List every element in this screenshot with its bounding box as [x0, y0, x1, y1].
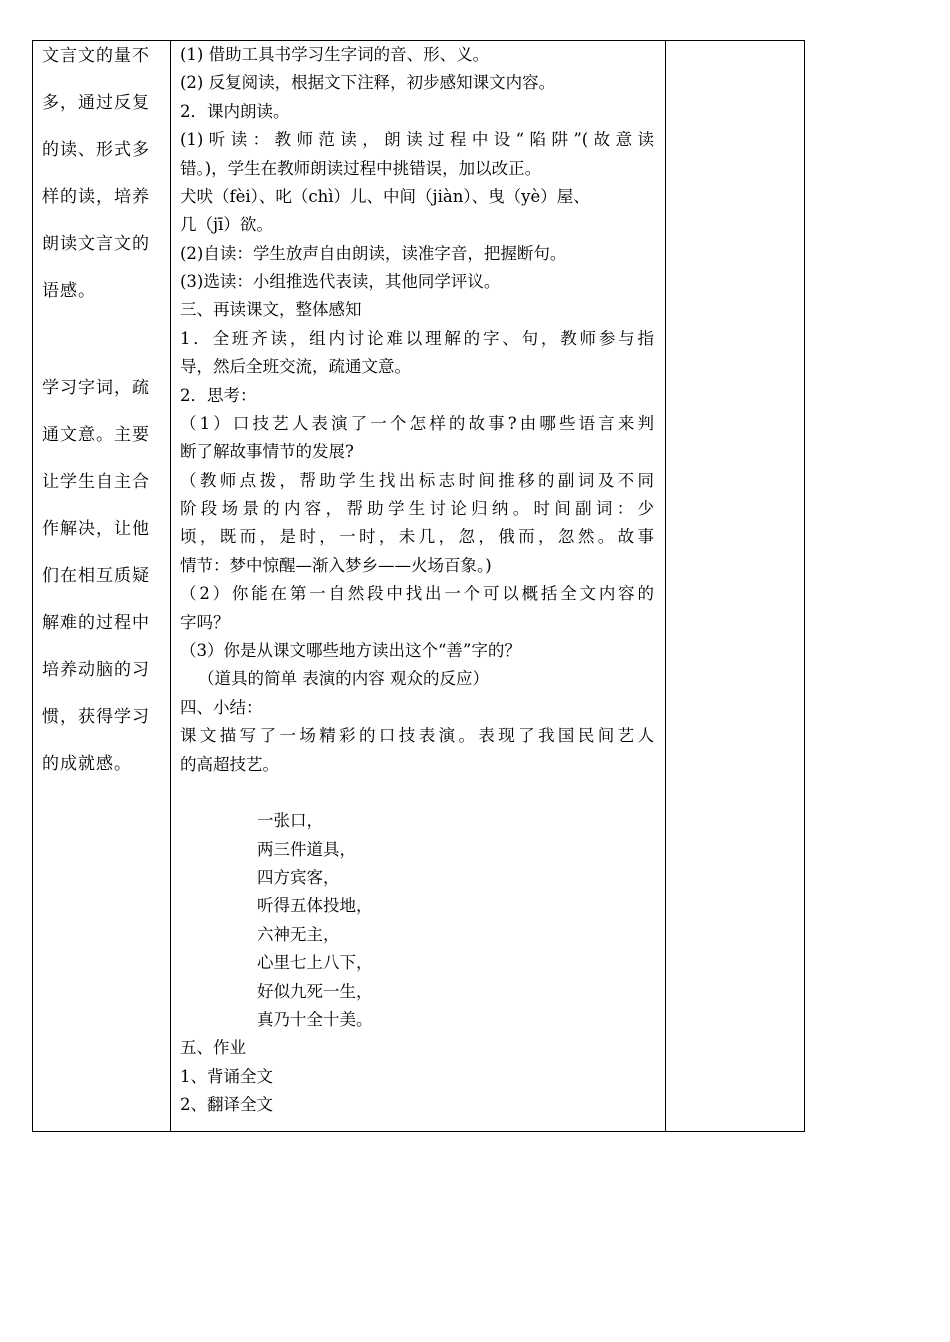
process-line: 导，然后全班交流，疏通文意。 — [180, 357, 411, 376]
left-column-line: 们在相互质疑 — [42, 566, 150, 586]
process-line: 课文描写了一场精彩的口技表演。表现了我国民间艺人 — [180, 726, 654, 745]
left-column-line: 的读、形式多 — [42, 140, 150, 160]
process-line: 犬吠（fèi）、叱（chì）儿、中间（jiàn）、曳（yè）屋、 — [180, 187, 590, 206]
teaching-process-column — [170, 41, 665, 1131]
section-heading: 五、作业 — [180, 1038, 246, 1057]
process-line: 1．全班齐读，组内讨论难以理解的字、句，教师参与指 — [180, 329, 654, 348]
process-line: 2．课内朗读。 — [180, 102, 290, 121]
poem-line: 真乃十全十美。 — [257, 1010, 373, 1029]
left-column-line: 让学生自主合 — [42, 472, 150, 492]
process-line: （道具的简单 表演的内容 观众的反应） — [198, 669, 489, 688]
process-line: 错。)，学生在教师朗读过程中挑错误，加以改正。 — [180, 159, 542, 178]
lesson-plan-table — [32, 40, 805, 1132]
left-column-line: 样的读，培养 — [42, 187, 150, 207]
process-line: 2．思考： — [180, 386, 257, 405]
left-column-line: 语感。 — [42, 281, 96, 301]
process-line: （3）你是从课文哪些地方读出这个“善”字的？ — [180, 641, 521, 660]
left-column-line: 多，通过反复 — [42, 93, 150, 113]
section-heading: 四、小结： — [180, 698, 263, 717]
process-line: 1、背诵全文 — [180, 1067, 273, 1086]
left-column-line: 解难的过程中 — [42, 613, 150, 633]
left-column-line: 惯，获得学习 — [42, 707, 150, 727]
poem-line: 两三件道具， — [257, 840, 356, 859]
process-line: （教师点拨，帮助学生找出标志时间推移的副词及不同 — [180, 471, 654, 490]
section-heading: 三、再读课文，整体感知 — [180, 300, 362, 319]
process-line: 几（jī）欲。 — [180, 215, 273, 234]
process-line: （1）口技艺人表演了一个怎样的故事?由哪些语言来判 — [180, 414, 654, 433]
process-line: 字吗？ — [180, 613, 230, 632]
poem-line: 听得五体投地， — [257, 896, 373, 915]
left-column-line: 文言文的量不 — [42, 46, 150, 66]
poem-line: 好似九死一生， — [257, 982, 373, 1001]
left-column-line: 的成就感。 — [42, 754, 132, 774]
poem-line: 心里七上八下， — [257, 953, 373, 972]
process-line: 2、翻译全文 — [180, 1095, 273, 1114]
poem-line: 四方宾客， — [257, 868, 340, 887]
design-intent-column — [33, 41, 170, 1131]
process-line: （2）你能在第一自然段中找出一个可以概括全文内容的 — [180, 584, 654, 603]
poem-line: 六神无主， — [257, 925, 340, 944]
process-line: (3)选读：小组推选代表读，其他同学评议。 — [180, 272, 501, 291]
process-line: 情节：梦中惊醒—渐入梦乡——火场百象。) — [180, 556, 492, 575]
left-column-line: 学习字词，疏 — [42, 378, 150, 398]
process-line: (1) 借助工具书学习生字词的音、形、义。 — [180, 45, 490, 64]
process-line: (2) 反复阅读，根据文下注释，初步感知课文内容。 — [180, 73, 556, 92]
process-line: 断了解故事情节的发展? — [180, 442, 354, 461]
poem-line: 一张口， — [257, 811, 323, 830]
process-line: 顷，既而，是时，一时，未几，忽，俄而，忽然。故事 — [180, 527, 654, 546]
process-line: 阶段场景的内容，帮助学生讨论归纳。时间副词：少 — [180, 499, 654, 518]
notes-column — [665, 41, 804, 1131]
process-line: (1)听读：教师范读，朗读过程中设“陷阱”(故意读 — [180, 130, 654, 149]
left-column-line: 培养动脑的习 — [42, 660, 150, 680]
left-column-line: 通文意。主要 — [42, 425, 150, 445]
left-column-line: 作解决，让他 — [42, 519, 150, 539]
process-line: (2)自读：学生放声自由朗读，读准字音，把握断句。 — [180, 244, 567, 263]
left-column-line: 朗读文言文的 — [42, 234, 150, 254]
process-line: 的高超技艺。 — [180, 755, 279, 774]
